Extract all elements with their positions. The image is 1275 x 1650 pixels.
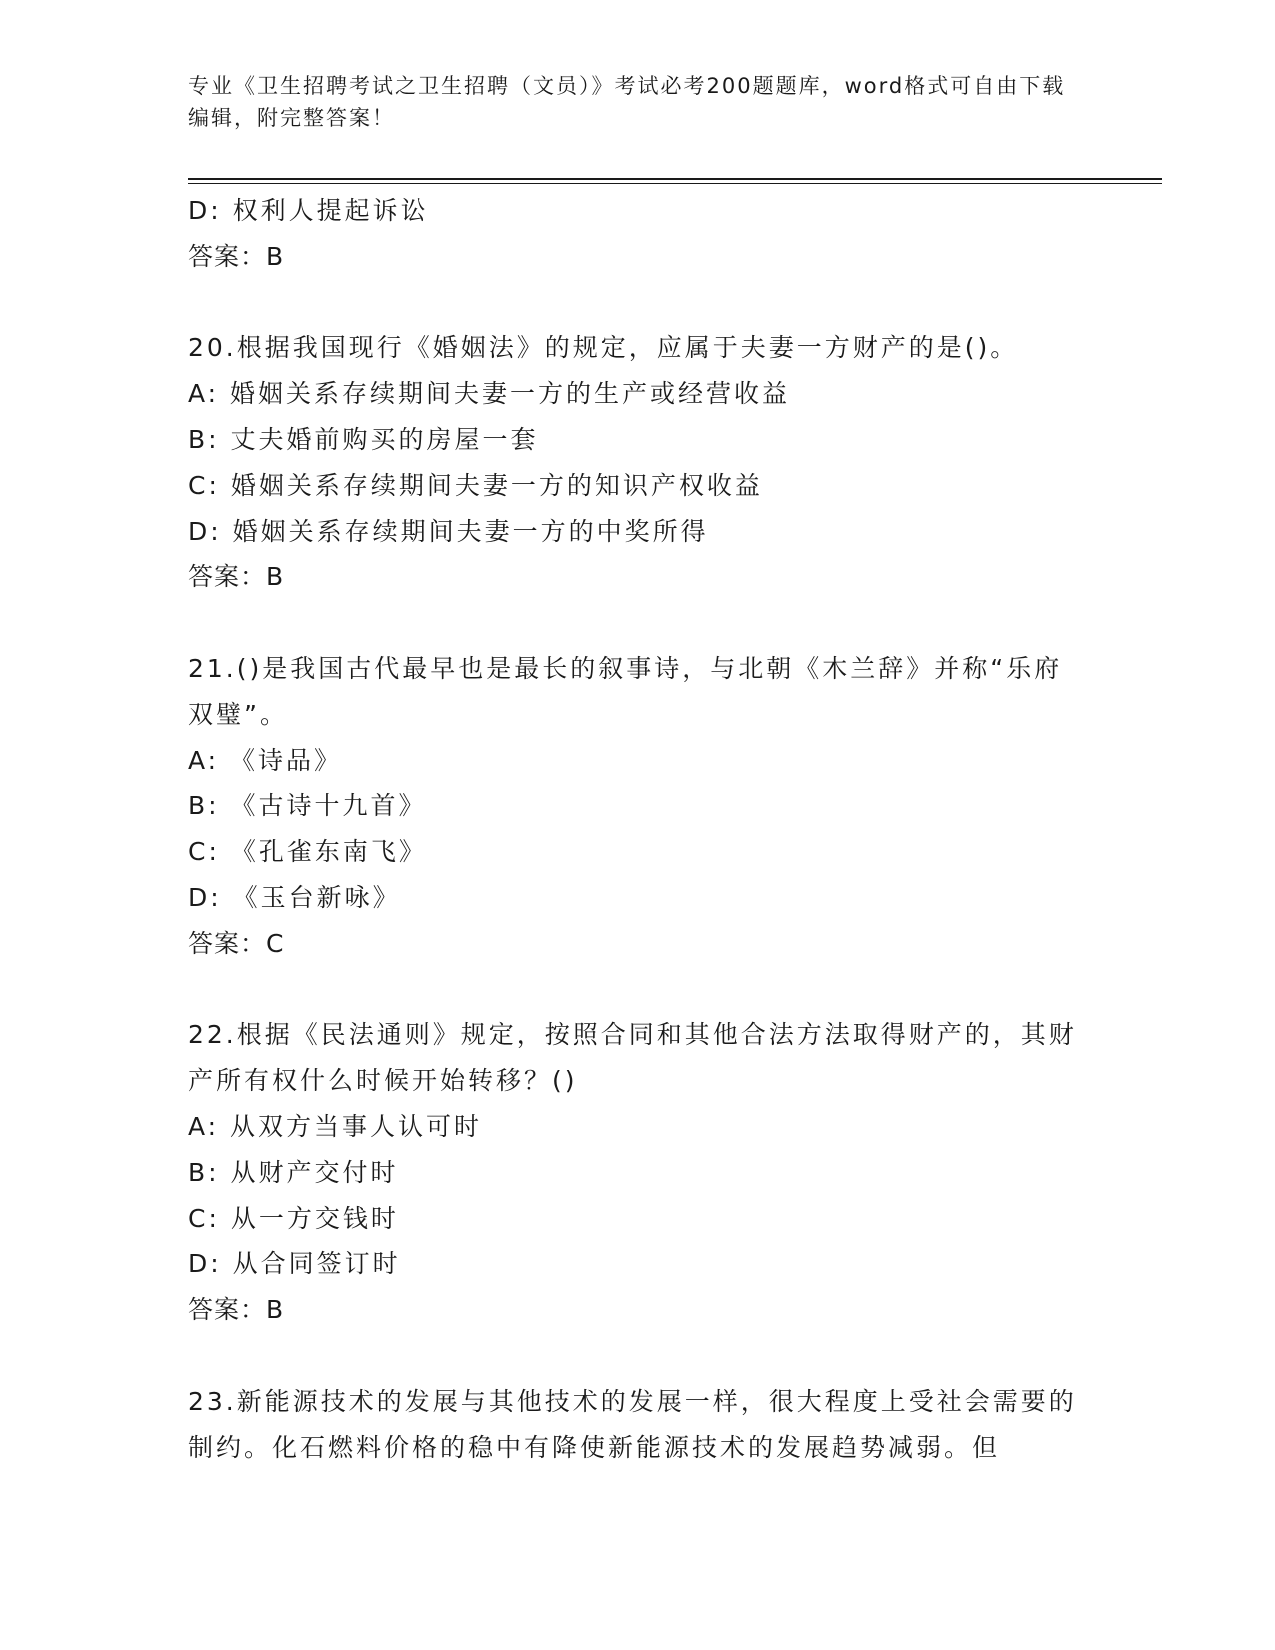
option-d-prev: D: 权利人提起诉讼 (188, 196, 429, 225)
option-c: C: 《孔雀东南飞》 (188, 837, 427, 867)
question-stem: 22.根据《民法通则》规定，按照合同和其他合法方法取得财产的，其财产所有权什么时候开始转移？() (188, 1020, 1077, 1096)
document-header: 专业《卫生招聘考试之卫生招聘（文员）》考试必考200题题库，word格式可自由下载编辑，附完整答案！ (188, 74, 1066, 130)
header-rule-thin (188, 183, 1162, 184)
answer: 答案：B (188, 562, 285, 592)
question-22 (188, 1012, 1088, 1333)
answer: 答案：B (188, 1295, 285, 1325)
option-d: D: 婚姻关系存续期间夫妻一方的中奖所得 (188, 516, 709, 546)
header-rule-thick (188, 178, 1162, 180)
option-b: B: 丈夫婚前购买的房屋一套 (188, 424, 539, 454)
question-23 (188, 1379, 1088, 1471)
question-20 (188, 325, 1088, 600)
answer-prev: 答案：B (188, 241, 285, 271)
answer: 答案：C (188, 928, 285, 958)
option-c: C: 婚姻关系存续期间夫妻一方的知识产权收益 (188, 470, 763, 500)
question-content (188, 188, 1088, 1470)
option-a: A: 《诗品》 (188, 745, 343, 775)
question-stem: 20.根据我国现行《婚姻法》的规定，应属于夫妻一方财产的是()。 (188, 333, 1019, 363)
option-a: A: 从双方当事人认可时 (188, 1111, 483, 1141)
option-a: A: 婚姻关系存续期间夫妻一方的生产或经营收益 (188, 379, 791, 409)
option-c: C: 从一方交钱时 (188, 1203, 399, 1233)
question-21 (188, 646, 1088, 967)
option-d: D: 《玉台新咏》 (188, 882, 401, 912)
option-d: D: 从合同签订时 (188, 1249, 401, 1279)
question-stem: 23.新能源技术的发展与其他技术的发展一样，很大程度上受社会需要的制约。化石燃料价格的稳中有降使新能源技术的发展趋势减弱。但 (188, 1386, 1077, 1462)
question-stem: 21.()是我国古代最早也是最长的叙事诗，与北朝《木兰辞》并称“乐府双璧”。 (188, 653, 1063, 729)
option-b: B: 《古诗十九首》 (188, 791, 427, 821)
option-b: B: 从财产交付时 (188, 1157, 399, 1187)
